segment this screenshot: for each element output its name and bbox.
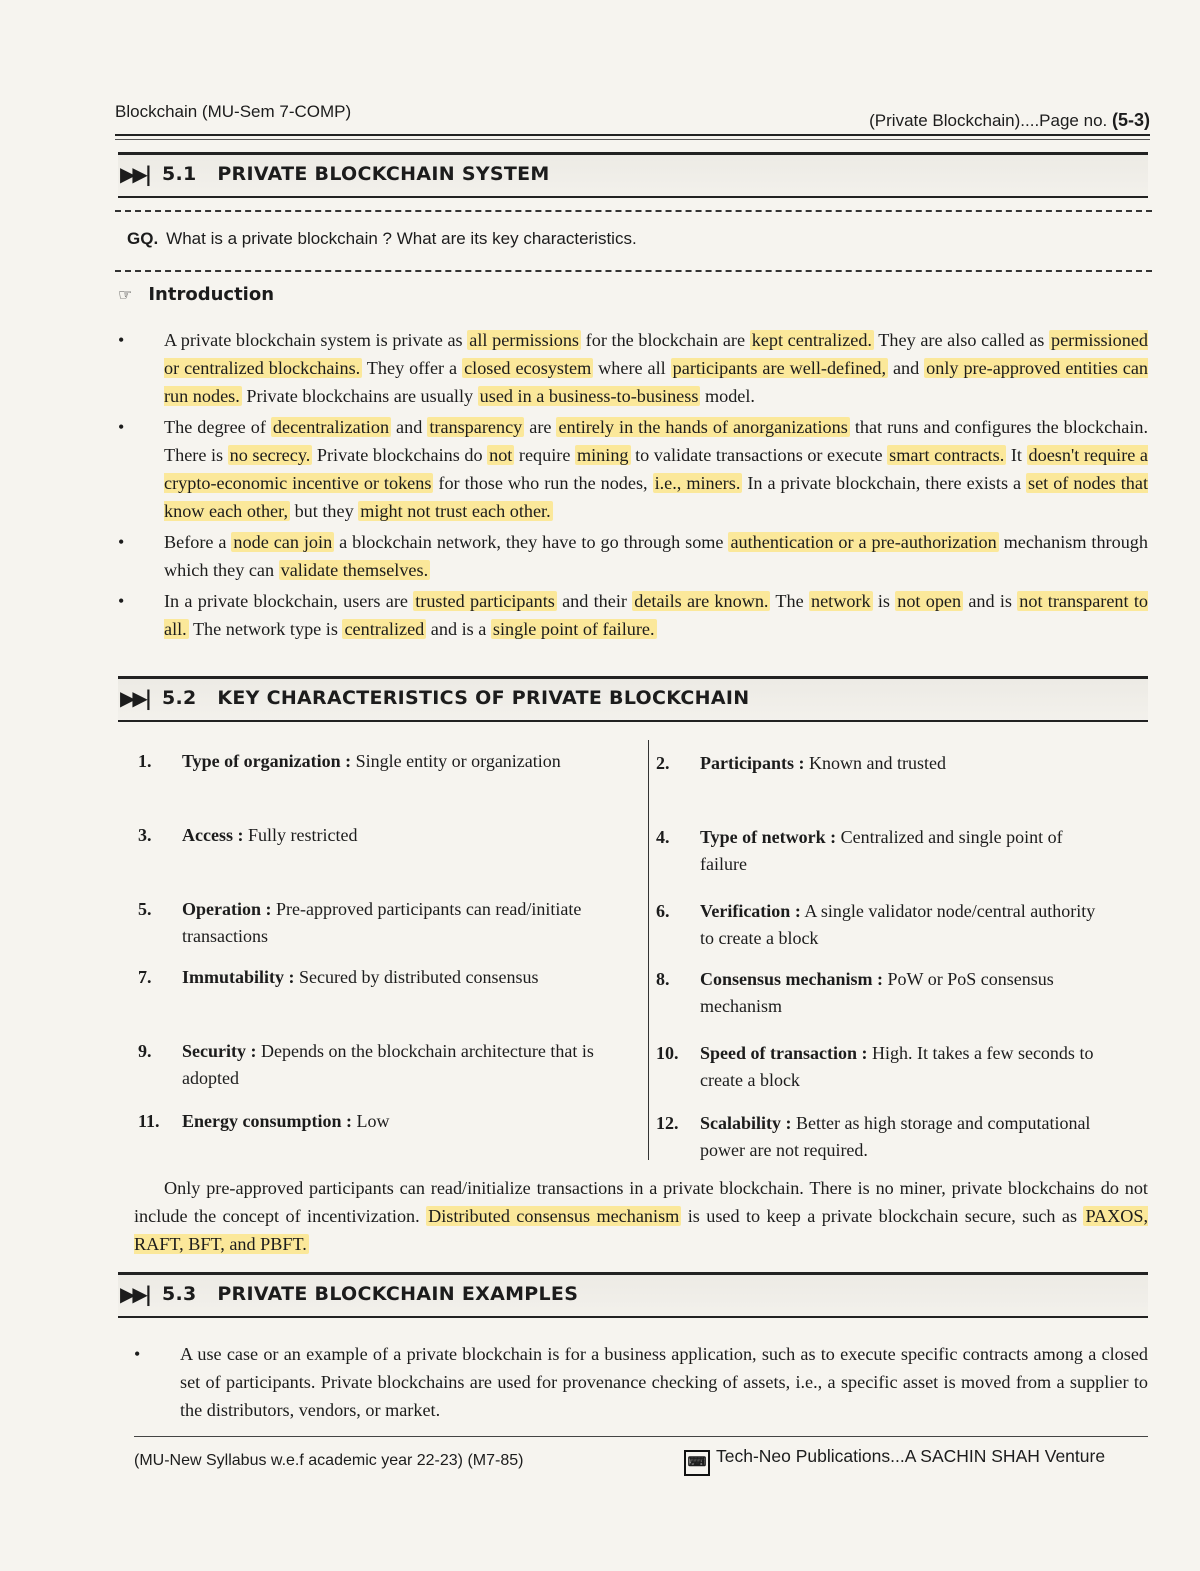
item-label: Energy consumption :: [182, 1111, 353, 1131]
text-run: and their: [556, 591, 633, 611]
text-run: require: [514, 445, 575, 465]
highlighted-text: participants are well-defined,: [672, 358, 887, 378]
text-run: In a private blockchain, users are: [164, 591, 414, 611]
highlighted-text: might not trust each other.: [360, 501, 551, 521]
section-marker-icon: ▶▶|: [120, 162, 150, 186]
characteristic-item: [138, 822, 638, 849]
footer-publisher: [684, 1446, 1105, 1476]
text-run: and is a: [426, 619, 491, 639]
item-value: Pre-approved participants can read/initiate transactions: [182, 899, 582, 946]
highlighted-text: only pre-approved entities can run nodes.: [164, 358, 1149, 406]
text-run: Only pre-approved participants can read/initialize transactions in a private blockchain. There is no miner, private blockchains do not include the concept of incentivization.: [134, 1178, 1148, 1226]
question-text: What is a private blockchain ? What are its key characteristics.: [166, 229, 637, 248]
question-box: [115, 210, 1152, 272]
column-divider: [648, 740, 649, 1160]
bullet-item: [118, 528, 1148, 584]
item-label: Operation :: [182, 899, 272, 919]
highlighted-text: not transparent to all.: [164, 591, 1148, 639]
highlighted-text: mining: [576, 445, 629, 465]
item-value: Single entity or organization: [351, 751, 561, 771]
item-label: Access :: [182, 825, 244, 845]
highlighted-text: single point of failure.: [492, 619, 655, 639]
characteristic-item: [656, 1110, 1108, 1164]
text-run: but they: [290, 501, 359, 521]
highlighted-text: smart contracts.: [889, 445, 1005, 465]
text-run: They offer a: [362, 358, 463, 378]
text-run: mechanism through which they can: [164, 532, 1148, 580]
highlighted-text: set of nodes that know each other,: [164, 473, 1148, 521]
section-title: 5.3 PRIVATE BLOCKCHAIN EXAMPLES: [162, 1283, 579, 1305]
highlighted-text: closed ecosystem: [464, 358, 592, 378]
item-number: 10.: [656, 1043, 679, 1063]
text-run: They are also called as: [873, 330, 1050, 350]
characteristic-item: [656, 824, 1108, 878]
text-run: is used to keep a private blockchain secure, such as: [681, 1206, 1084, 1226]
characteristic-item: [656, 898, 1108, 952]
item-number: 7.: [138, 967, 152, 987]
highlighted-text: entirely in the hands of anorganizations: [558, 417, 848, 437]
characteristic-item: [138, 964, 638, 991]
characteristic-item: [656, 750, 1108, 777]
item-value: Secured by distributed consensus: [294, 967, 539, 987]
item-label: Scalability :: [700, 1113, 792, 1133]
text-run: where all: [593, 358, 671, 378]
highlighted-text: transparency: [429, 417, 523, 437]
item-value: Better as high storage and computational power are not required.: [700, 1113, 1091, 1160]
highlighted-text: centralized: [344, 619, 425, 639]
item-label: Type of network :: [700, 827, 837, 847]
bullet-item: • A use case or an example of a private blockchain is for a business application, such as to execute specific contracts among a closed set of participants. Private blockchains are used for provenance checking of assets, i.e., a specific asset is moved from a supplier to the distributors, vendors, or market.: [134, 1340, 1148, 1424]
text-run: that runs and configures the blockchain. There is: [164, 417, 1149, 465]
characteristic-item: [138, 1038, 638, 1092]
text-run: and: [391, 417, 428, 437]
item-value: Known and trusted: [804, 753, 946, 773]
text-run: In a private blockchain, there exists a: [742, 473, 1027, 493]
text-run: is: [872, 591, 896, 611]
text-run: Private blockchains are usually: [241, 386, 478, 406]
item-value: PoW or PoS consensus mechanism: [700, 969, 1054, 1016]
examples-list: [134, 1340, 1148, 1427]
book-title: Blockchain (MU-Sem 7-COMP): [115, 102, 352, 121]
highlighted-text: validate themselves.: [280, 560, 429, 580]
section-marker-icon: ▶▶|: [120, 1282, 150, 1306]
highlighted-text: kept centralized.: [751, 330, 872, 350]
item-value: Centralized and single point of failure: [700, 827, 1063, 874]
item-value: A single validator node/central authority to create a block: [700, 901, 1096, 948]
introduction-heading: ☞ Introduction: [118, 284, 275, 305]
highlighted-text: details are known.: [634, 591, 769, 611]
item-number: 1.: [138, 751, 152, 771]
characteristic-item: [138, 896, 638, 950]
text-run: Before a: [164, 532, 232, 552]
characteristics-table: [138, 740, 1148, 1160]
text-run: The network type is: [188, 619, 343, 639]
text-run: A private blockchain system is private as: [164, 330, 468, 350]
item-label: Participants :: [700, 753, 805, 773]
bullet-item: [118, 587, 1148, 643]
item-label: Verification :: [700, 901, 801, 921]
text-run: for those who run the nodes,: [433, 473, 653, 493]
item-value: Fully restricted: [243, 825, 358, 845]
header-rule-thin: [115, 139, 1150, 140]
section-heading-5-3: [118, 1272, 1148, 1318]
text-run: and: [888, 358, 925, 378]
highlighted-text: network: [810, 591, 871, 611]
item-value: Low: [352, 1111, 390, 1131]
header-rule: [115, 134, 1150, 136]
item-label: Security :: [182, 1041, 257, 1061]
highlighted-text: not open: [897, 591, 962, 611]
highlighted-text: PAXOS, RAFT, BFT, and PBFT.: [134, 1206, 1148, 1254]
highlighted-text: no secrecy.: [229, 445, 311, 465]
text-run: Private blockchains do: [312, 445, 488, 465]
section-title: 5.2 KEY CHARACTERISTICS OF PRIVATE BLOCKCHAIN: [162, 687, 750, 709]
highlighted-text: used in a business-to-business: [479, 386, 699, 406]
item-number: 11.: [138, 1111, 160, 1131]
text-run: and is: [963, 591, 1018, 611]
highlighted-text: all permissions: [469, 330, 580, 350]
characteristic-item: [138, 1108, 638, 1135]
highlighted-text: authentication or a pre-authorization: [730, 532, 997, 552]
item-label: Immutability :: [182, 967, 295, 987]
item-number: 8.: [656, 969, 670, 989]
running-header: [115, 102, 1150, 136]
item-number: 12.: [656, 1113, 679, 1133]
section-marker-icon: ▶▶|: [120, 686, 150, 710]
text-run: The: [770, 591, 809, 611]
highlighted-text: not: [489, 445, 513, 465]
publisher-logo-icon: ⌨: [684, 1450, 710, 1476]
footer-rule: [134, 1436, 1148, 1437]
text-run: a blockchain network, they have to go through some: [334, 532, 729, 552]
section-heading-5-2: [118, 676, 1148, 722]
question-label: GQ.: [127, 229, 159, 248]
bullet-item: [118, 326, 1148, 410]
introduction-list: [118, 326, 1148, 646]
text-run: are: [524, 417, 557, 437]
highlighted-text: doesn't require a crypto-economic incentive or tokens: [164, 445, 1148, 493]
highlighted-text: decentralization: [272, 417, 390, 437]
pointing-hand-icon: ☞: [118, 285, 133, 304]
item-value: High. It takes a few seconds to create a block: [700, 1043, 1094, 1090]
item-number: 9.: [138, 1041, 152, 1061]
item-number: 5.: [138, 899, 152, 919]
text-run: for the blockchain are: [581, 330, 750, 350]
item-value: Depends on the blockchain architecture that is adopted: [182, 1041, 594, 1088]
item-number: 4.: [656, 827, 670, 847]
text-run: model.: [700, 386, 755, 406]
section-heading-5-1: [118, 152, 1148, 198]
text-run: to validate transactions or execute: [630, 445, 888, 465]
characteristic-item: [656, 1040, 1108, 1094]
chapter-reference: (Private Blockchain)....Page no.: [869, 111, 1108, 130]
characteristic-item: [656, 966, 1108, 1020]
summary-paragraph: [134, 1174, 1148, 1258]
highlighted-text: i.e., miners.: [654, 473, 741, 493]
item-label: Speed of transaction :: [700, 1043, 868, 1063]
page-number: (5-3): [1111, 110, 1150, 130]
highlighted-text: permissioned or centralized blockchains.: [164, 330, 1149, 378]
page-reference: [869, 110, 1150, 131]
item-number: 2.: [656, 753, 670, 773]
footer-syllabus: (MU-New Syllabus w.e.f academic year 22-23) (M7-85): [134, 1452, 524, 1469]
item-number: 6.: [656, 901, 670, 921]
highlighted-text: Distributed consensus mechanism: [428, 1206, 680, 1226]
highlighted-text: trusted participants: [415, 591, 555, 611]
text-run: The degree of: [164, 417, 271, 437]
text-run: It: [1006, 445, 1027, 465]
item-label: Type of organization :: [182, 751, 352, 771]
item-label: Consensus mechanism :: [700, 969, 884, 989]
characteristic-item: [138, 748, 638, 775]
bullet-item: [118, 413, 1148, 525]
highlighted-text: node can join: [233, 532, 333, 552]
item-number: 3.: [138, 825, 152, 845]
section-title: 5.1 PRIVATE BLOCKCHAIN SYSTEM: [162, 163, 550, 185]
publisher-text: Tech-Neo Publications...A SACHIN SHAH Venture: [716, 1446, 1106, 1466]
